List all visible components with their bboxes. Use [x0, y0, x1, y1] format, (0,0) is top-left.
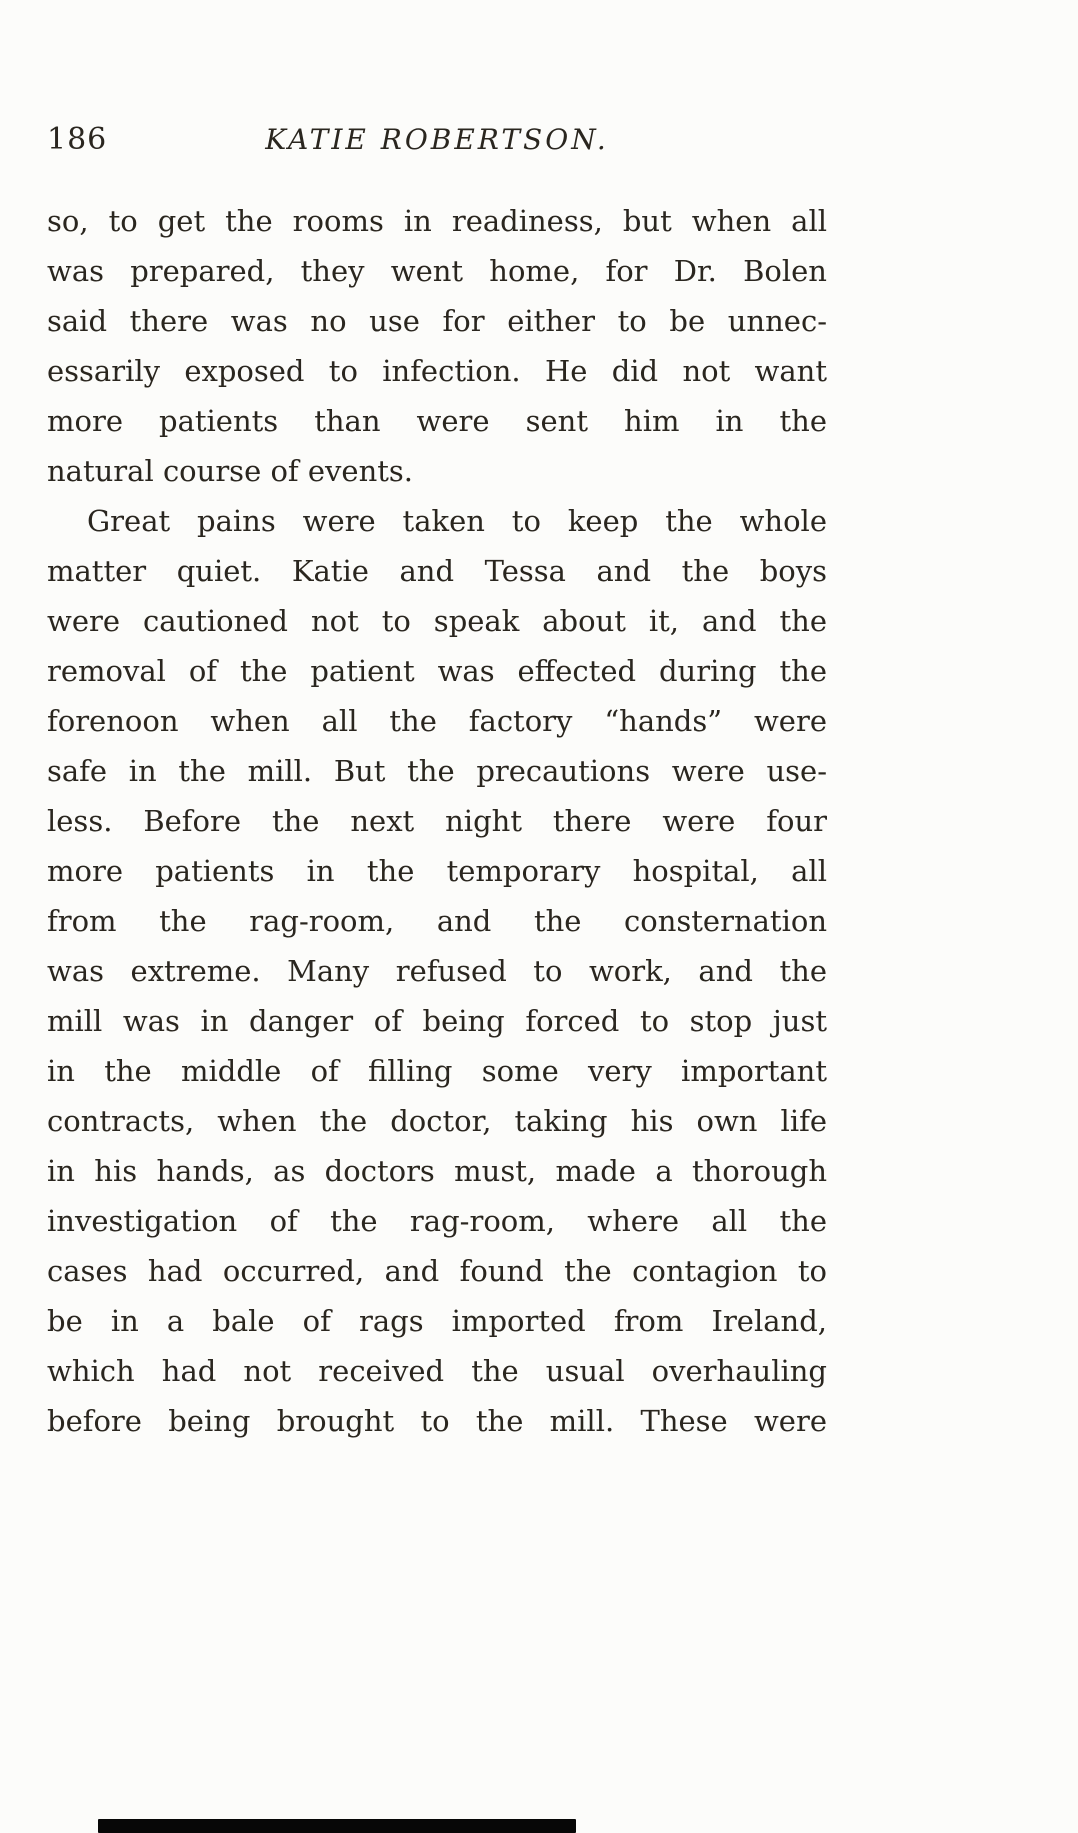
- text-line: said there was no use for either to be unnec-: [47, 304, 827, 338]
- text-line: mill was in danger of being forced to stop just: [47, 1004, 827, 1038]
- page-number: 186: [47, 122, 108, 157]
- text-line: forenoon when all the factory “hands” were: [47, 704, 827, 738]
- text-line: removal of the patient was effected during the: [47, 654, 827, 688]
- paragraph: [47, 496, 827, 1446]
- text-line: before being brought to the mill. These were: [47, 1404, 827, 1438]
- text-line: so, to get the rooms in readiness, but when all: [47, 204, 827, 238]
- text-line: which had not received the usual overhauling: [47, 1354, 827, 1388]
- text-line: in his hands, as doctors must, made a thorough: [47, 1154, 827, 1188]
- text-line: natural course of events.: [47, 454, 413, 488]
- text-block: [47, 196, 827, 1446]
- text-line: investigation of the rag-room, where all the: [47, 1204, 827, 1238]
- text-line: from the rag-room, and the consternation: [47, 904, 827, 938]
- text-line: essarily exposed to infection. He did not want: [47, 354, 827, 388]
- page-header: [47, 120, 827, 160]
- text-line: contracts, when the doctor, taking his own life: [47, 1104, 827, 1138]
- text-line: was extreme. Many refused to work, and the: [47, 954, 827, 988]
- text-line: less. Before the next night there were four: [47, 804, 827, 838]
- running-title: KATIE ROBERTSON.: [265, 123, 609, 156]
- text-line: more patients than were sent him in the: [47, 404, 827, 438]
- text-line: were cautioned not to speak about it, and the: [47, 604, 827, 638]
- text-line: cases had occurred, and found the contagion to: [47, 1254, 827, 1288]
- text-line: Great pains were taken to keep the whole: [87, 504, 827, 538]
- text-line: matter quiet. Katie and Tessa and the boys: [47, 554, 827, 588]
- text-line: be in a bale of rags imported from Ireland,: [47, 1304, 827, 1338]
- text-line: was prepared, they went home, for Dr. Bolen: [47, 254, 827, 288]
- text-line: in the middle of filling some very important: [47, 1054, 827, 1088]
- scan-artifact-bar: [98, 1819, 576, 1833]
- text-line: safe in the mill. But the precautions were use-: [47, 754, 827, 788]
- text-line: more patients in the temporary hospital, all: [47, 854, 827, 888]
- paragraph: [47, 196, 827, 496]
